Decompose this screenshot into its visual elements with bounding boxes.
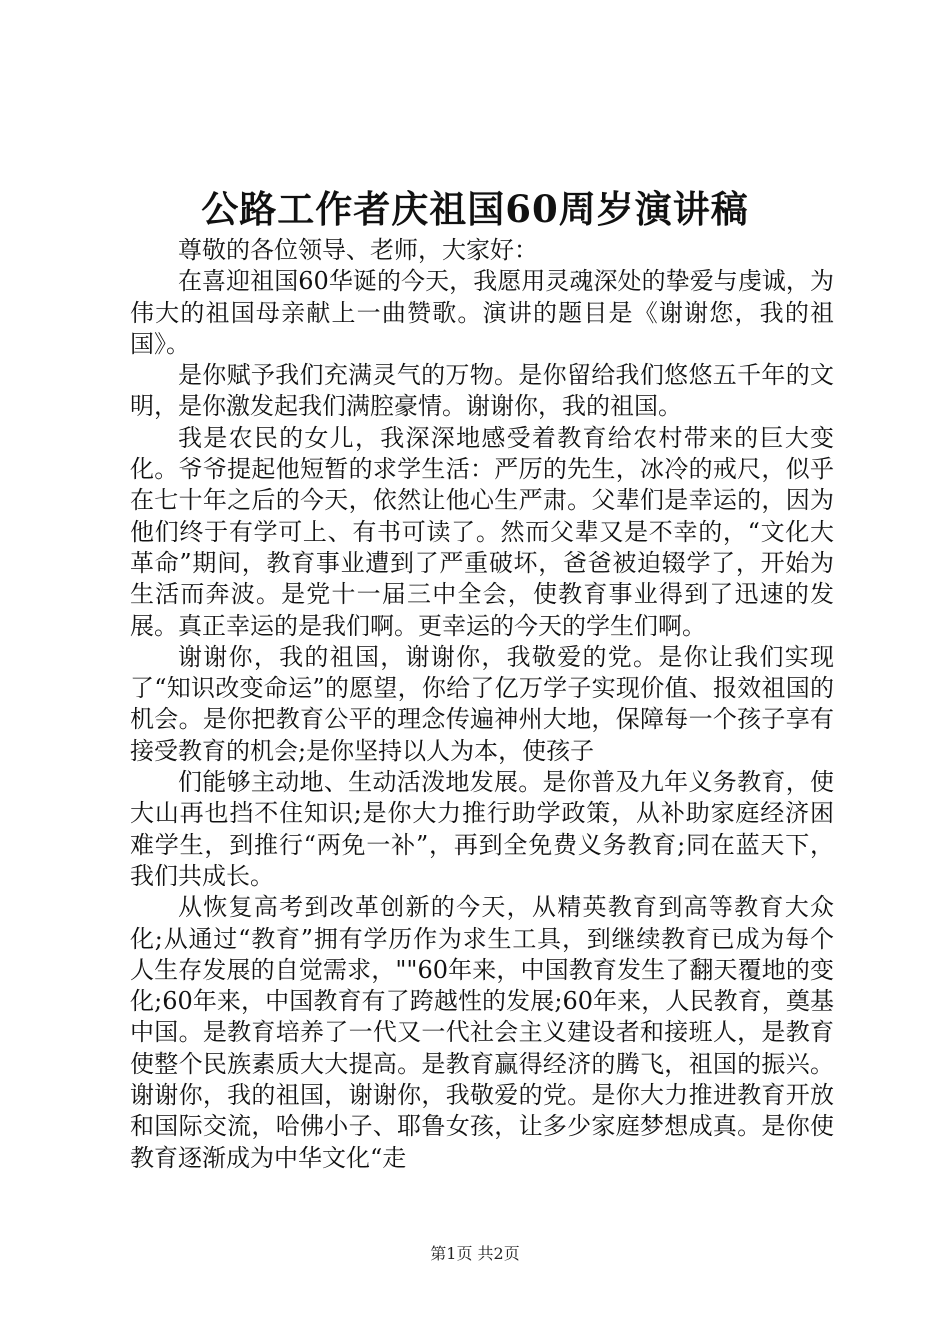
paragraph-salutation: 尊敬的各位领导、老师，大家好： [178, 236, 538, 264]
document-body [130, 235, 834, 1174]
paragraph: 在喜迎祖国60华诞的今天，我愿用灵魂深处的挚爱与虔诚，为伟大的祖国母亲献上一曲赞歌。演讲的题目是《谢谢您，我的祖国》。 [130, 267, 834, 358]
paragraph: 我是农民的女儿，我深深地感受着教育给农村带来的巨大变化。爷爷提起他短暂的求学生活：严厉的先生，冰冷的戒尺，似乎在七十年之后的今天，依然让他心生严肃。父辈们是幸运的，因为他们终于有学可上、有书可读了。然而父辈又是不幸的，“文化大革命”期间，教育事业遭到了严重破坏，爸爸被迫辍学了，开始为生活而奔波。是党十一届三中全会，使教育事业得到了迅速的发展。真正幸运的是我们啊。更幸运的今天的学生们啊。 [130, 423, 834, 640]
page-title: 公路工作者庆祖国60周岁演讲稿 [201, 187, 749, 231]
paragraph: 从恢复高考到改革创新的今天，从精英教育到高等教育大众化;从通过“教育”拥有学历作为求生工具，到继续教育已成为每个人生存发展的自觉需求，""60年来，中国教育发生了翻天覆地的变化;60年来，中国教育有了跨越性的发展;60年来，人民教育，奠基中国。是教育培养了一代又一代社会主义建设者和接班人，是教育使整个民族素质大大提高。是教育赢得经济的腾飞，祖国的振兴。谢谢你，我的祖国，谢谢你，我敬爱的党。是你大力推进教育开放和国际交流，哈佛小子、耶鲁女孩，让多少家庭梦想成真。是你使教育逐渐成为中华文化“走 [130, 893, 834, 1172]
paragraph: 是你赋予我们充满灵气的万物。是你留给我们悠悠五千年的文明，是你激发起我们满腔豪情。谢谢你，我的祖国。 [130, 361, 834, 421]
paragraph: 谢谢你，我的祖国，谢谢你，我敬爱的党。是你让我们实现了“知识改变命运”的愿望，你给了亿万学子实现价值、报效祖国的机会。是你把教育公平的理念传遍神州大地，保障每一个孩子享有接受教育的机会;是你坚持以人为本，使孩子 [130, 642, 834, 765]
paragraph: 们能够主动地、生动活泼地发展。是你普及九年义务教育，使大山再也挡不住知识;是你大力推行助学政策，从补助家庭经济困难学生，到推行“两免一补”，再到全免费义务教育;同在蓝天下，我们共成长。 [130, 768, 834, 890]
page-number-footer: 第1页 共2页 [430, 1244, 520, 1263]
